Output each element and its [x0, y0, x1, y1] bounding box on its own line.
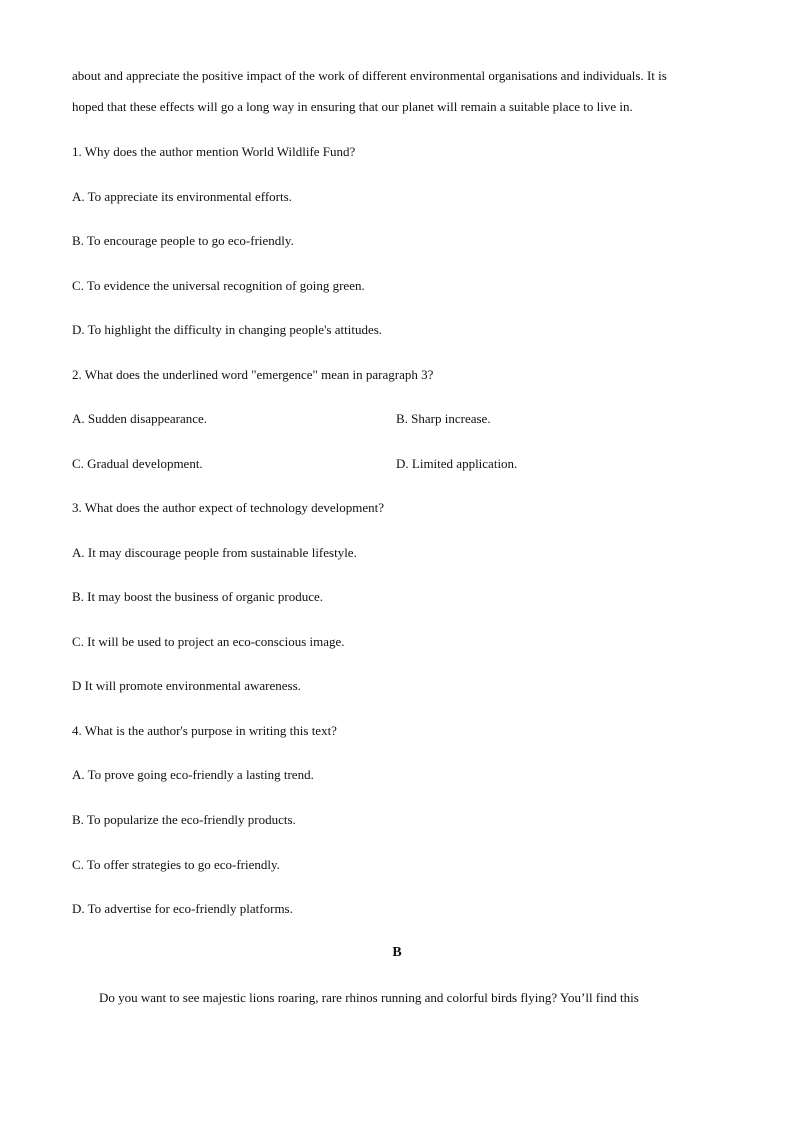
- section-b-first-line: Do you want to see majestic lions roaring, rare rhinos running and colorful birds flying? You’ll find this: [99, 990, 639, 1005]
- question-4-option-c: C. To offer strategies to go eco-friendly.: [72, 857, 280, 872]
- question-2-option-c: C. Gradual development.: [72, 456, 203, 471]
- question-3-option-c: C. It will be used to project an eco-conscious image.: [72, 634, 345, 649]
- question-2-stem: 2. What does the underlined word "emergence" mean in paragraph 3?: [72, 367, 434, 382]
- question-4-option-a: A. To prove going eco-friendly a lasting trend.: [72, 767, 314, 782]
- question-1-option-a: A. To appreciate its environmental efforts.: [72, 189, 292, 204]
- passage-line-2: hoped that these effects will go a long way in ensuring that our planet will remain a suitable place to live in.: [72, 99, 633, 114]
- question-1-option-d: D. To highlight the difficulty in changing people's attitudes.: [72, 322, 383, 337]
- question-3-option-a: A. It may discourage people from sustainable lifestyle.: [72, 545, 357, 560]
- question-4-option-b: B. To popularize the eco-friendly products.: [72, 812, 296, 827]
- question-3-stem: 3. What does the author expect of technology development?: [72, 500, 385, 515]
- question-1-option-c: C. To evidence the universal recognition of going green.: [72, 278, 365, 293]
- section-heading: B: [392, 945, 402, 960]
- question-2-option-b: B. Sharp increase.: [396, 411, 491, 426]
- question-1-stem: 1. Why does the author mention World Wildlife Fund?: [72, 144, 356, 159]
- question-4-stem: 4. What is the author's purpose in writing this text?: [72, 723, 337, 738]
- question-3-option-d: D It will promote environmental awareness.: [72, 678, 301, 693]
- question-1-option-b: B. To encourage people to go eco-friendly.: [72, 233, 294, 248]
- question-3-option-b: B. It may boost the business of organic produce.: [72, 589, 324, 604]
- question-2-option-a: A. Sudden disappearance.: [72, 411, 208, 426]
- question-2-option-d: D. Limited application.: [396, 456, 518, 471]
- passage-line-1: about and appreciate the positive impact of the work of different environmental organisations and individuals. It is: [72, 68, 667, 83]
- question-4-option-d: D. To advertise for eco-friendly platforms.: [72, 901, 293, 916]
